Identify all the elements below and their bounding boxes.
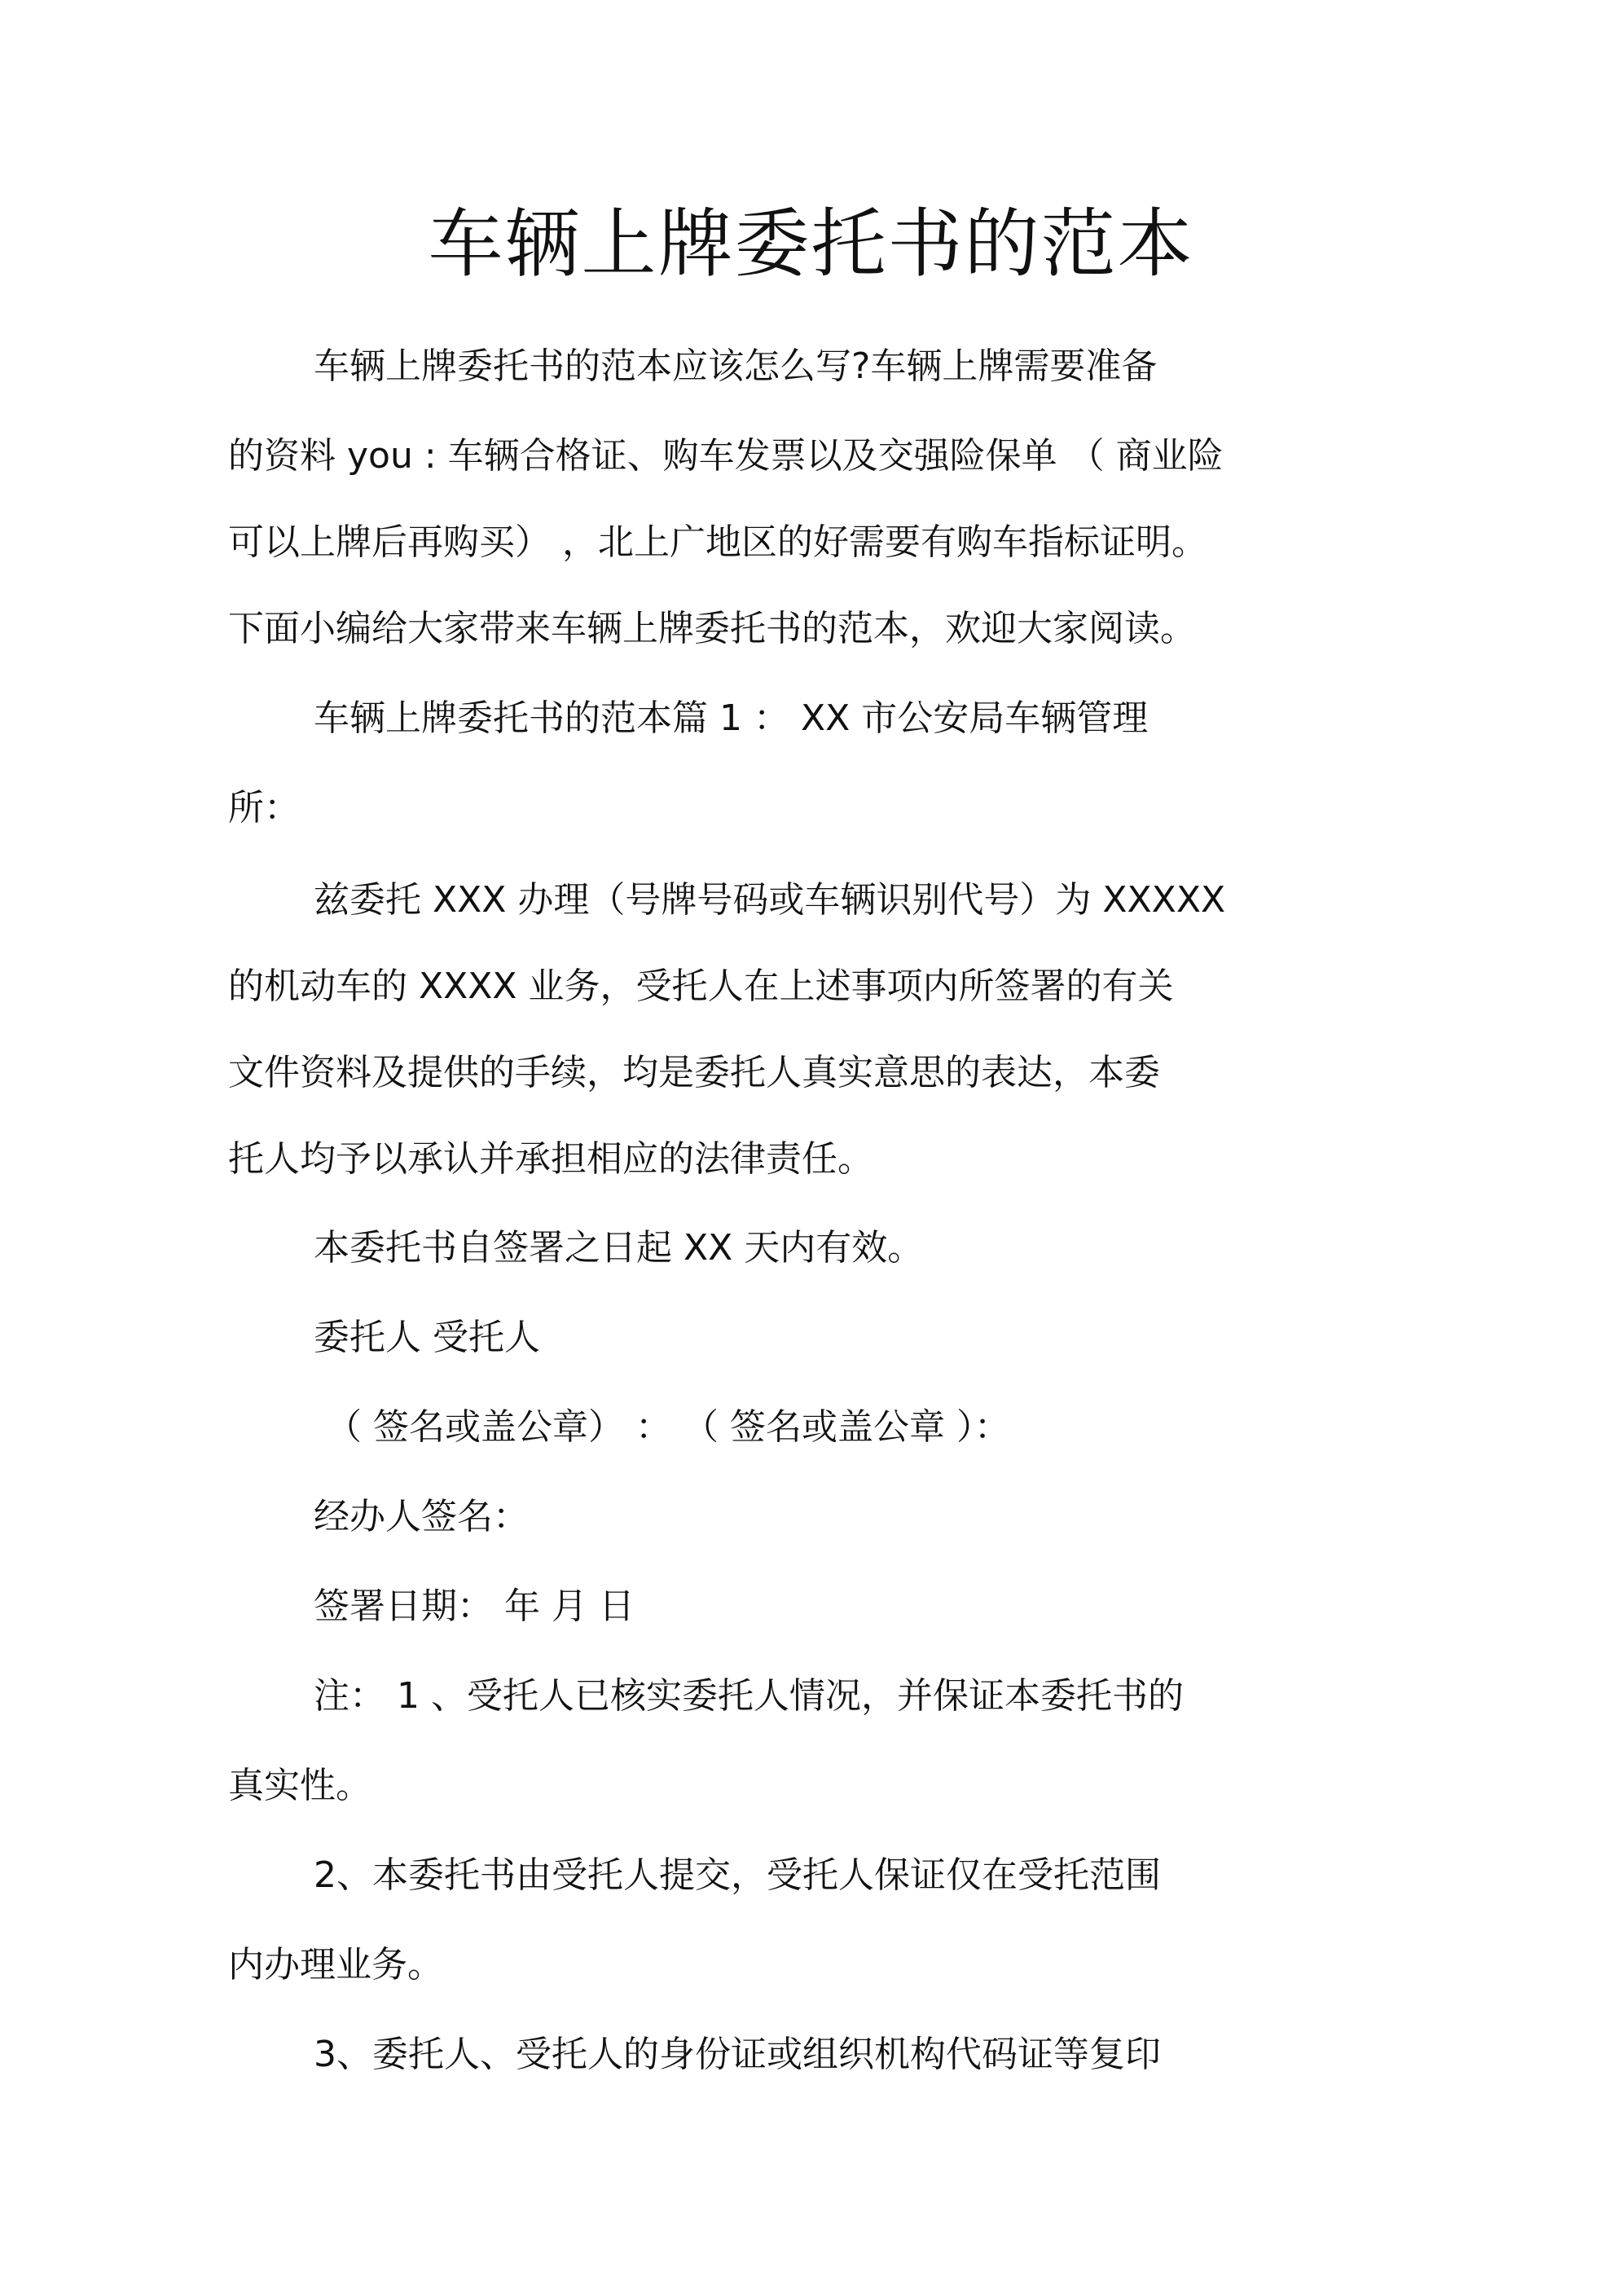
note-line: 注： 1 、受托人已核实委托人情况，并保证本委托书的 <box>314 1675 1184 1717</box>
paragraph-line: 托人均予以承认并承担相应的法律责任。 <box>228 1138 873 1180</box>
paragraph-line: 所： <box>228 787 300 829</box>
paragraph-line: 的机动车的 XXXX 业务，受托人在上述事项内所签署的有关 <box>228 965 1174 1007</box>
note-line: 内办理业务。 <box>228 1944 443 1986</box>
handler-signature-line: 经办人签名： <box>314 1496 529 1537</box>
note-line: 真实性。 <box>228 1765 371 1806</box>
note-line: 3、委托人、受托人的身份证或组织机构代码证等复印 <box>314 2034 1161 2075</box>
signature-line: （ 签名或盖公章） ： （ 签名或盖公章 ）： <box>326 1406 1010 1448</box>
paragraph-line: 的资料 you : 车辆合格证、购车发票以及交强险保单 （ 商业险 <box>228 435 1224 477</box>
document-title: 车辆上牌委托书的范本 <box>428 200 1194 288</box>
paragraph-line: 车辆上牌委托书的范本应该怎么写?车辆上牌需要准备 <box>314 345 1158 387</box>
sign-date-line: 签署日期： 年 月 日 <box>314 1586 635 1627</box>
paragraph-line: 文件资料及提供的手续，均是委托人真实意思的表达，本委 <box>228 1052 1160 1093</box>
paragraph-line: 车辆上牌委托书的范本篇 1 ： XX 市公安局车辆管理 <box>314 697 1149 739</box>
paragraph-line: 下面小编给大家带来车辆上牌委托书的范本，欢迎大家阅读。 <box>228 608 1196 649</box>
parties-line: 委托人 受托人 <box>314 1317 540 1358</box>
validity-line: 本委托书自签署之日起 XX 天内有效。 <box>314 1227 924 1269</box>
paragraph-line: 可以上牌后再购买） ，北上广地区的好需要有购车指标证明。 <box>228 521 1207 563</box>
paragraph-line: 兹委托 XXX 办理（号牌号码或车辆识别代号）为 XXXXX <box>314 879 1226 921</box>
note-line: 2、本委托书由受托人提交，受托人保证仅在受托范围 <box>314 1854 1161 1896</box>
